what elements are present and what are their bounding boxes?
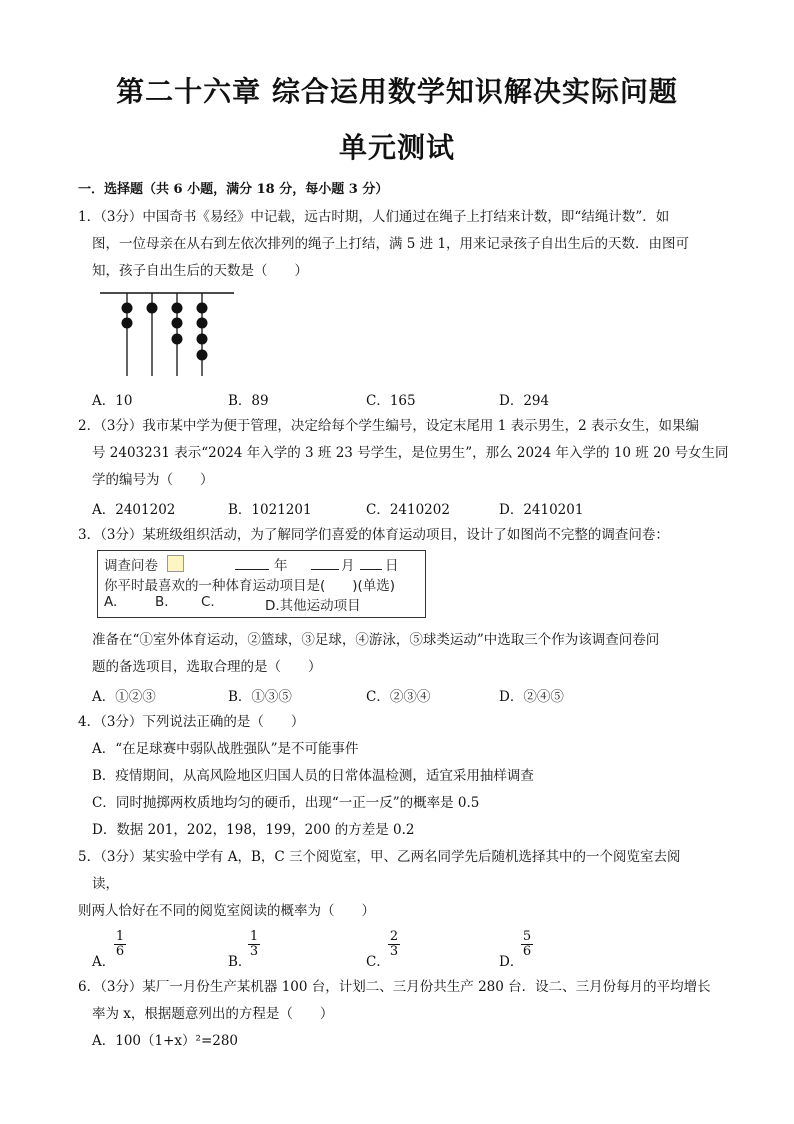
- q5-option-b-numerator: 1: [249, 929, 259, 944]
- q5-option-a-numerator: 1: [115, 929, 125, 944]
- survey-choice-d: D.其他运动项目: [265, 598, 361, 614]
- q5-line2: 读，: [92, 876, 119, 892]
- month-blank: [311, 569, 339, 570]
- q1-option-b: B．89: [228, 393, 269, 409]
- q4-option-a: A．“在足球赛中弱队战胜强队”是不可能事件: [92, 741, 359, 757]
- q6-line2: 率为 x，根据题意列出的方程是（ ）: [92, 1006, 334, 1022]
- survey-choice-a: A.: [104, 594, 118, 610]
- q1-line3: 知，孩子自出生后的天数是（ ）: [92, 263, 308, 279]
- q2-option-c: C．2410202: [366, 502, 450, 518]
- q3-option-d: D．②④⑤: [499, 689, 564, 705]
- q5-option-c-denominator: 3: [389, 944, 399, 959]
- q4-line1: 4．（3分）下列说法正确的是（ ）: [78, 714, 305, 730]
- q5-option-b-denominator: 3: [249, 944, 259, 959]
- section-heading: 一．选择题（共 6 小题，满分 18 分，每小题 3 分）: [78, 182, 389, 197]
- q5-option-b-letter: B．: [228, 954, 252, 970]
- q5-option-d-letter: D．: [499, 954, 524, 970]
- year-blank: [235, 569, 269, 570]
- day-blank: [360, 569, 382, 570]
- q2-option-d: D．2410201: [499, 502, 584, 518]
- q5-line3: 则两人恰好在不同的阅览室阅读的概率为（ ）: [78, 903, 375, 919]
- page-title-line2: 单元测试: [338, 131, 455, 164]
- survey-label: 调查问卷: [104, 558, 158, 574]
- q5-option-c-letter: C．: [366, 954, 390, 970]
- survey-form: [97, 550, 426, 618]
- q5-option-c-numerator: 2: [389, 929, 399, 944]
- survey-question: 你平时最喜欢的一种体育运动项目是( )(单选): [104, 578, 396, 594]
- survey-day: 日: [385, 558, 399, 574]
- q4-option-d: D．数据 201，202，198，199，200 的方差是 0.2: [92, 822, 415, 838]
- q2-option-a: A．2401202: [92, 502, 176, 518]
- q5-option-d-numerator: 5: [522, 929, 532, 944]
- survey-year: 年: [274, 558, 288, 574]
- q1-line2: 图，一位母亲在从右到左依次排列的绳子上打结，满 5 进 1，用来记录孩子自出生后的天数．由图可: [92, 236, 690, 252]
- q5-option-a-letter: A．: [92, 954, 116, 970]
- q5-option-c-fraction: [388, 930, 400, 959]
- q2-line2: 号 2403231 表示“2024 年入学的 3 班 23 号学生，是位男生”，那么 2024 年入学的 10 班 20 号女生同: [92, 445, 729, 461]
- q3-line1: 3．（3分）某班级组织活动，为了解同学们喜爱的体育运动项目，设计了如图尚不完整的调查问卷：: [78, 527, 669, 543]
- survey-label-box: [167, 555, 184, 572]
- q3-option-c: C．②③④: [366, 689, 431, 705]
- q5-option-a-fraction: [114, 930, 126, 959]
- q6-line1: 6．（3分）某厂一月份生产某机器 100 台，计划二、三月份共生产 280 台．设二、三月份每月的平均增长: [78, 979, 711, 995]
- q1-option-d: D．294: [499, 393, 550, 409]
- q3-line2: 准备在“①室外体育运动，②篮球，③足球，④游泳，⑤球类运动”中选取三个作为该调查问卷问: [92, 632, 660, 648]
- q2-line3: 学的编号为（ ）: [92, 472, 214, 488]
- q3-option-a: A．①②③: [92, 689, 156, 705]
- q5-option-d-fraction: [521, 930, 533, 959]
- q2-line1: 2．（3分）我市某中学为便于管理，决定给每个学生编号，设定末尾用 1 表示男生，2 表示女生，如果编: [78, 418, 699, 434]
- survey-choice-b: B.: [155, 594, 169, 610]
- q1-option-a: A．10: [92, 393, 133, 409]
- q6-option-a: A．100（1+x）²=280: [92, 1033, 239, 1049]
- survey-choice-c: C.: [201, 594, 215, 610]
- q5-option-d-denominator: 6: [522, 944, 532, 959]
- survey-month: 月: [341, 558, 355, 574]
- q1-line1: 1．（3分）中国奇书《易经》中记载，远古时期，人们通过在绳子上打结来计数，即“结绳计数”．如: [78, 209, 670, 225]
- q3-option-b: B．①③⑤: [228, 689, 292, 705]
- page-title-line1: 第二十六章 综合运用数学知识解决实际问题: [116, 75, 678, 108]
- q3-line3: 题的备选项目，选取合理的是（ ）: [92, 659, 322, 675]
- q1-option-c: C．165: [366, 393, 416, 409]
- q4-option-c: C．同时抛掷两枚质地均匀的硬币，出现“一正一反”的概率是 0.5: [92, 795, 480, 811]
- q5-option-b-fraction: [248, 930, 260, 959]
- knot-rope-figure: [95, 288, 240, 380]
- q5-line1: 5．（3分）某实验中学有 A，B，C 三个阅览室，甲、乙两名同学先后随机选择其中的一个阅览室去阅: [78, 849, 681, 865]
- q2-option-b: B．1021201: [228, 502, 312, 518]
- q5-option-a-denominator: 6: [115, 944, 125, 959]
- q4-option-b: B．疫情期间，从高风险地区归国人员的日常体温检测，适宜采用抽样调查: [92, 768, 534, 784]
